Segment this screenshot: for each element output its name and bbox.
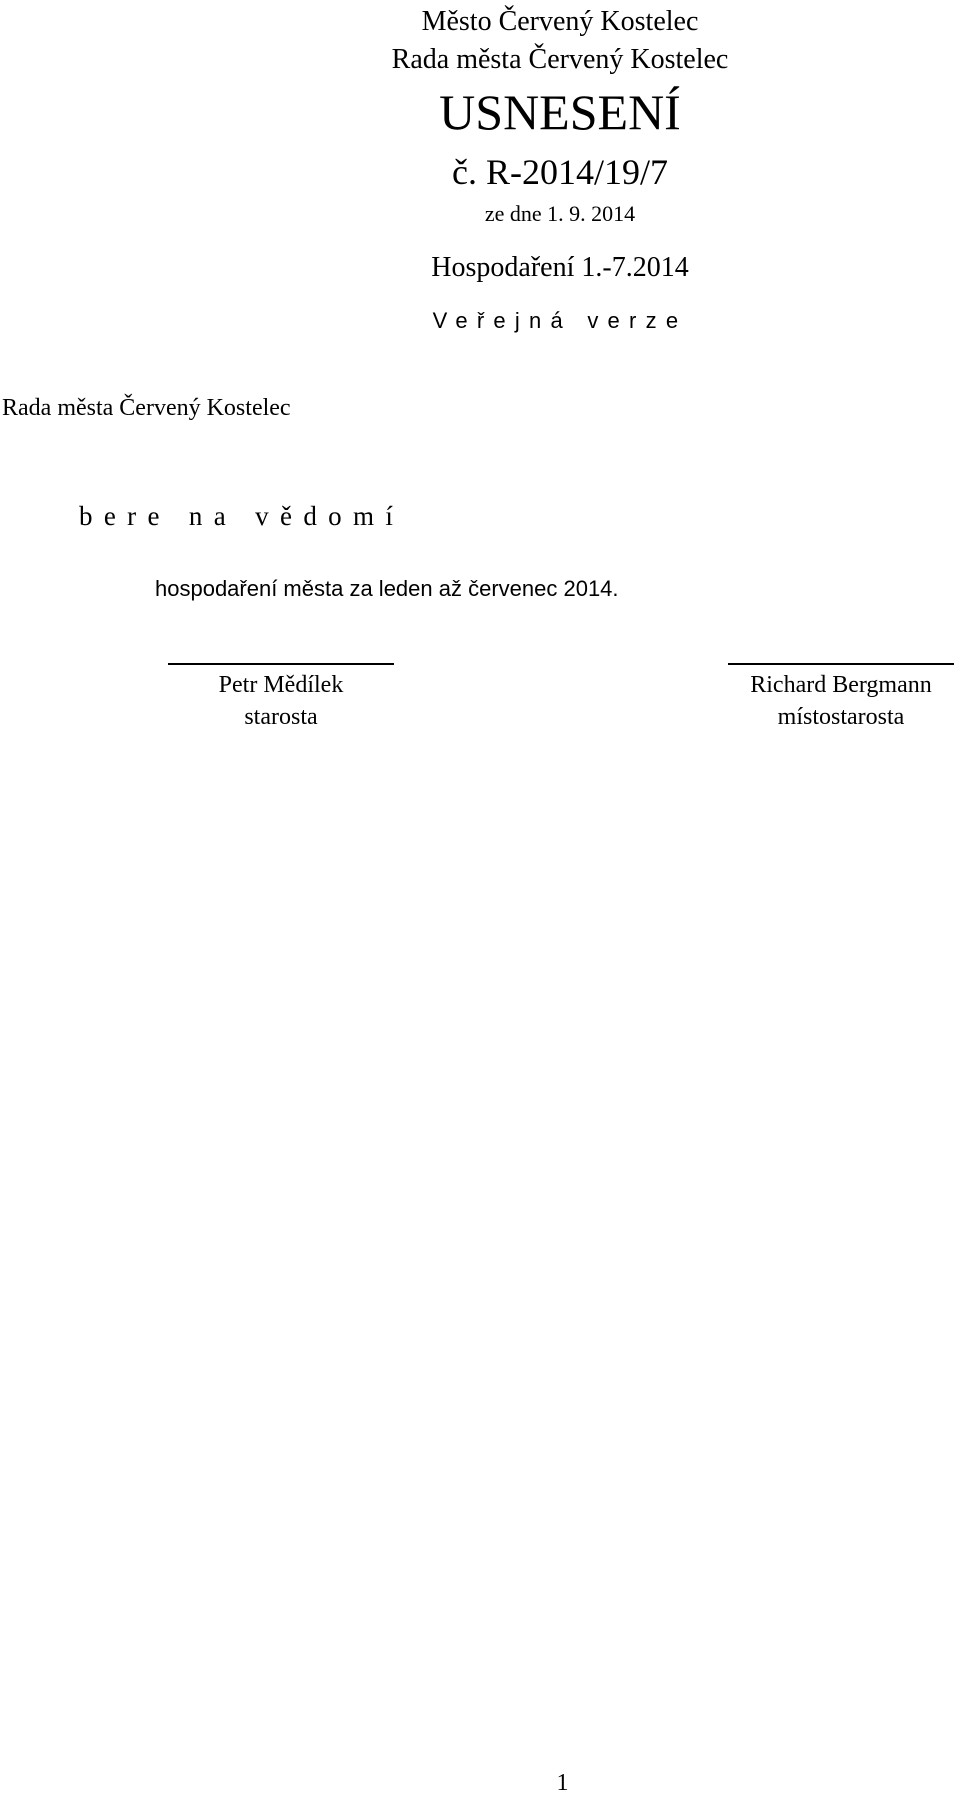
body-council-name: Rada města Červený Kostelec [2,395,291,421]
signature-line [168,663,394,665]
signature-name: Richard Bergmann [750,672,932,698]
resolution-date: ze dne 1. 9. 2014 [484,201,636,226]
page-number: 1 [556,1770,569,1796]
signature-role: místostarosta [777,704,905,730]
document-type-title: USNESENÍ [439,84,681,140]
version-label: Veřejná verze [432,308,688,333]
resolution-text: hospodaření města za leden až červenec 2014. [155,576,619,601]
signature-block-mayor [161,663,401,733]
signature-line [728,663,954,665]
signature-name: Petr Mědílek [218,672,344,698]
signature-role: starosta [244,704,318,730]
resolution-number: č. R-2014/19/7 [452,152,668,192]
resolution-verb: bere na vědomí [79,501,405,531]
city-name: Město Červený Kostelec [421,6,699,37]
resolution-subject: Hospodaření 1.-7.2014 [431,252,689,283]
council-name: Rada města Červený Kostelec [391,44,729,75]
signature-block-deputy-mayor [721,663,960,733]
